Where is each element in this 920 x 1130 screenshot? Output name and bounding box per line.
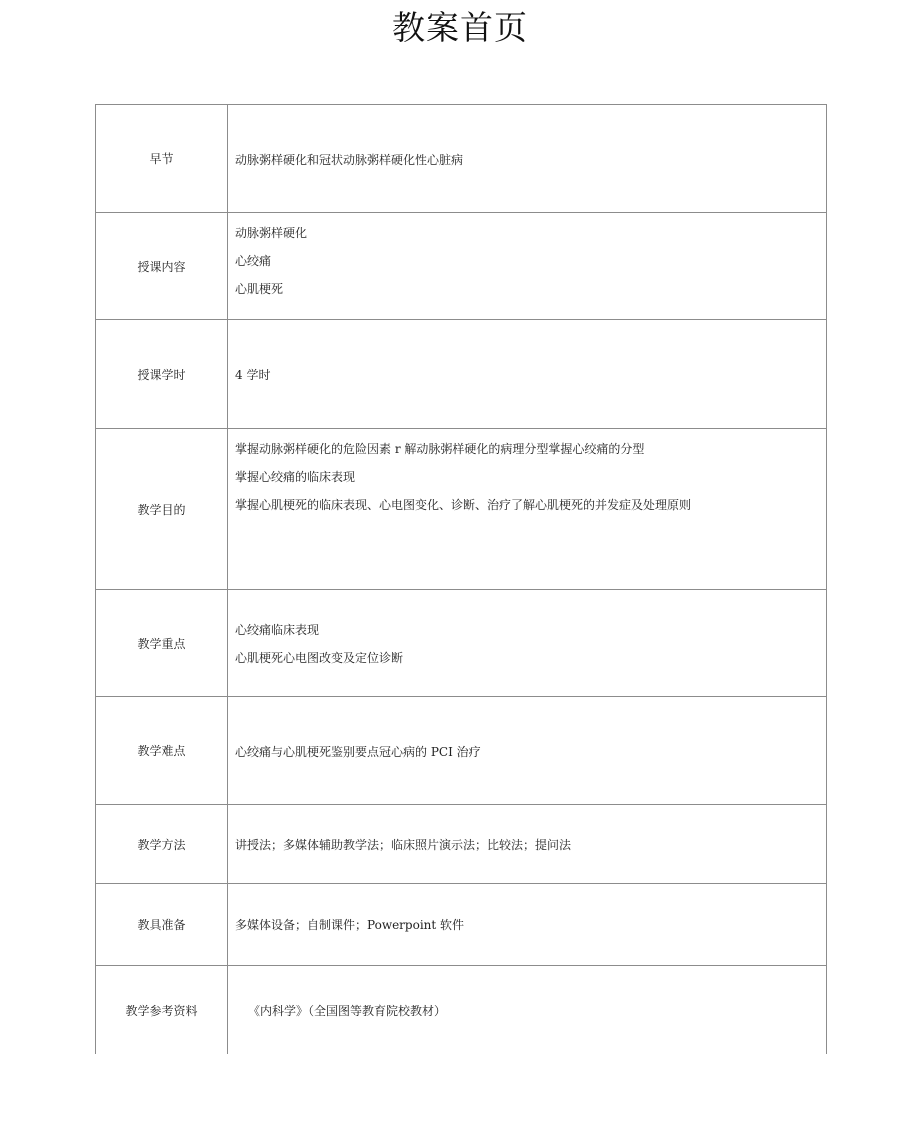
row-label: 教学参考资料 [96, 966, 228, 1054]
row-content [228, 429, 826, 589]
table-row-methods [95, 805, 827, 884]
table-row-key-points [95, 590, 827, 697]
content-line: 动脉粥样硬化 [235, 226, 308, 240]
content-line: 心肌梗死心电图改变及定位诊断 [235, 651, 404, 665]
table-row-difficulties [95, 697, 827, 805]
page-title: 教案首页 [392, 8, 528, 47]
table-row-teaching-goals [95, 429, 827, 590]
row-label: 教学目的 [96, 429, 228, 589]
row-label: 教学难点 [96, 697, 228, 804]
row-content [228, 590, 826, 696]
row-content [228, 697, 826, 804]
row-label: 教学方法 [96, 805, 228, 883]
row-label: 教学重点 [96, 590, 228, 696]
row-label: 教具准备 [96, 884, 228, 965]
row-content [228, 105, 826, 212]
table-row-chapter [95, 105, 827, 213]
row-content [228, 805, 826, 883]
content-line: 多媒体设备；自制课件；Powerpoint 软件 [235, 918, 465, 932]
lesson-plan-table [95, 104, 827, 1054]
row-label: 早节 [96, 105, 228, 212]
content-line: 讲授法；多媒体辅助教学法；临床照片演示法；比较法；提问法 [235, 838, 572, 852]
table-row-teaching-aids [95, 884, 827, 966]
content-line: 掌握心肌梗死的临床表现、心电图变化、诊断、治疗了解心肌梗死的并发症及处理原则 [235, 498, 692, 512]
content-line: 掌握动脉粥样硬化的危险因素 r 解动脉粥样硬化的病理分型掌握心绞痛的分型 [235, 442, 645, 456]
table-row-course-content [95, 213, 827, 320]
content-line: 心绞痛临床表现 [235, 623, 320, 637]
table-row-class-hours [95, 320, 827, 429]
content-line: 心肌梗死 [235, 282, 284, 296]
content-line: 心绞痛 [235, 254, 272, 268]
row-content [228, 884, 826, 965]
row-content [228, 320, 826, 428]
content-line: 4 学时 [235, 368, 271, 382]
row-label: 授课学时 [96, 320, 228, 428]
row-content [228, 213, 826, 319]
content-line: 《内科学》（全国图等教育院校教材） [248, 1004, 447, 1018]
content-line: 掌握心绞痛的临床表现 [235, 470, 356, 484]
content-line: 心绞痛与心肌梗死鉴别要点冠心病的 PCI 治疗 [235, 745, 481, 759]
row-label: 授课内容 [96, 213, 228, 319]
table-row-references [95, 966, 827, 1054]
row-content [228, 966, 826, 1054]
content-line: 动脉粥样硬化和冠状动脉粥样硬化性心脏病 [235, 153, 464, 167]
